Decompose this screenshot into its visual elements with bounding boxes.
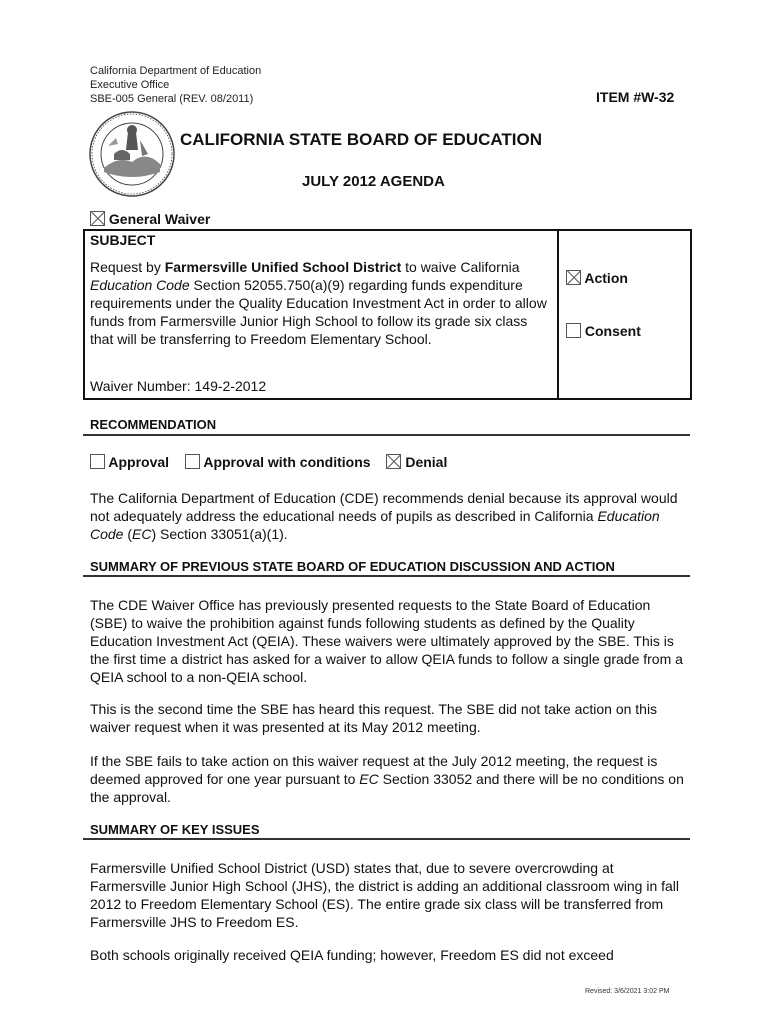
- waiver-number: Waiver Number: 149-2-2012: [90, 378, 267, 394]
- section-rule: [83, 434, 690, 436]
- subject-text-part: Section 52055.750(a)(9) regarding funds expenditure requirements under the Quality Education Investment Act in order to allow funds from Farmersville Junior High School to follow its grade six class that will be transferring to Freedom Elementary School.: [90, 277, 547, 347]
- consent-checkbox[interactable]: [566, 323, 581, 338]
- general-waiver-checkbox[interactable]: [90, 211, 105, 226]
- header-office: Executive Office: [90, 79, 170, 91]
- recommendation-options: [90, 454, 459, 470]
- summary-previous-text-part: Section 33052 and there will be no conditions on the approval.: [90, 771, 684, 805]
- state-seal-icon: [88, 110, 176, 198]
- denial-label: Denial: [405, 454, 448, 470]
- section-rule: [83, 838, 690, 840]
- page-title: CALIFORNIA STATE BOARD OF EDUCATION: [180, 130, 543, 149]
- code-reference: Education Code: [90, 277, 190, 293]
- code-reference: Education Code: [90, 508, 660, 542]
- item-number: ITEM #W-32: [596, 89, 675, 105]
- recommendation-text: [90, 489, 690, 543]
- key-issues-heading: SUMMARY OF KEY ISSUES: [90, 822, 260, 837]
- summary-previous-paragraph-2: This is the second time the SBE has heard this request. The SBE did not take action on this waiver request when it was presented at its May 2012 meeting.: [90, 701, 658, 735]
- summary-previous-heading: SUMMARY OF PREVIOUS STATE BOARD OF EDUCATION DISCUSSION AND ACTION: [90, 559, 615, 574]
- recommendation-heading: RECOMMENDATION: [90, 417, 217, 432]
- general-waiver-option: [90, 211, 210, 227]
- agenda-title: JULY 2012 AGENDA: [302, 173, 445, 190]
- subject-label: SUBJECT: [90, 232, 156, 248]
- revised-footer: Revised: 3/6/2021 3:02 PM: [585, 988, 670, 995]
- recommendation-text-part: The California Department of Education (CDE) recommends denial because its approval would not adequately address the educational needs of pupils as described in California: [90, 490, 678, 524]
- recommendation-text-part: (: [123, 526, 133, 542]
- header-form-number: SBE-005 General (REV. 08/2011): [90, 93, 254, 105]
- ec-reference: EC: [359, 771, 379, 787]
- key-issues-paragraph-1: Farmersville Unified School District (USD) states that, due to severe overcrowding at Farmersville Junior High School (JHS), the district is adding an additional classroom wing in fall 2012 to Freedom Elementary School (ES). The entire grade six class will be transferred from Farmersville JHS to Freedom ES.: [90, 860, 680, 930]
- summary-previous-paragraph-3: [90, 752, 690, 806]
- action-checkbox[interactable]: [566, 270, 581, 285]
- section-rule: [83, 575, 690, 577]
- ec-reference: EC: [132, 526, 152, 542]
- subject-text-part: to waive California: [401, 259, 520, 275]
- recommendation-text-part: ) Section 33051(a)(1).: [151, 526, 288, 542]
- consent-label: Consent: [584, 323, 641, 339]
- document-header: [90, 64, 261, 106]
- subject-text-part: Request by: [90, 259, 165, 275]
- action-option: [566, 270, 628, 286]
- approval-checkbox[interactable]: [90, 454, 105, 469]
- header-department: California Department of Education: [90, 65, 262, 77]
- approval-conditions-label: Approval with conditions: [203, 454, 371, 470]
- subject-text: [90, 258, 552, 348]
- approval-conditions-checkbox[interactable]: [185, 454, 200, 469]
- general-waiver-label: General Waiver: [108, 211, 211, 227]
- approval-label: Approval: [108, 454, 170, 470]
- summary-previous-text-part: If the SBE fails to take action on this waiver request at the July 2012 meeting, the request is deemed approved for one year pursuant to: [90, 753, 658, 787]
- denial-checkbox[interactable]: [386, 454, 401, 469]
- district-name: Farmersville Unified School District: [164, 259, 402, 275]
- subject-divider: [557, 229, 559, 400]
- consent-option: [566, 323, 641, 339]
- key-issues-paragraph-2: Both schools originally received QEIA funding; however, Freedom ES did not exceed: [90, 947, 614, 963]
- summary-previous-paragraph-1: The CDE Waiver Office has previously presented requests to the State Board of Education (SBE) to waive the prohibition against funds following students as defined by the Quality Education Investment Act (QEIA). These waivers were ultimately approved by the SBE. This is the first time a district has asked for a waiver to allow QEIA funds to follow a single grade from a QEIA school to a non-QEIA school.: [90, 597, 683, 685]
- action-label: Action: [584, 270, 628, 286]
